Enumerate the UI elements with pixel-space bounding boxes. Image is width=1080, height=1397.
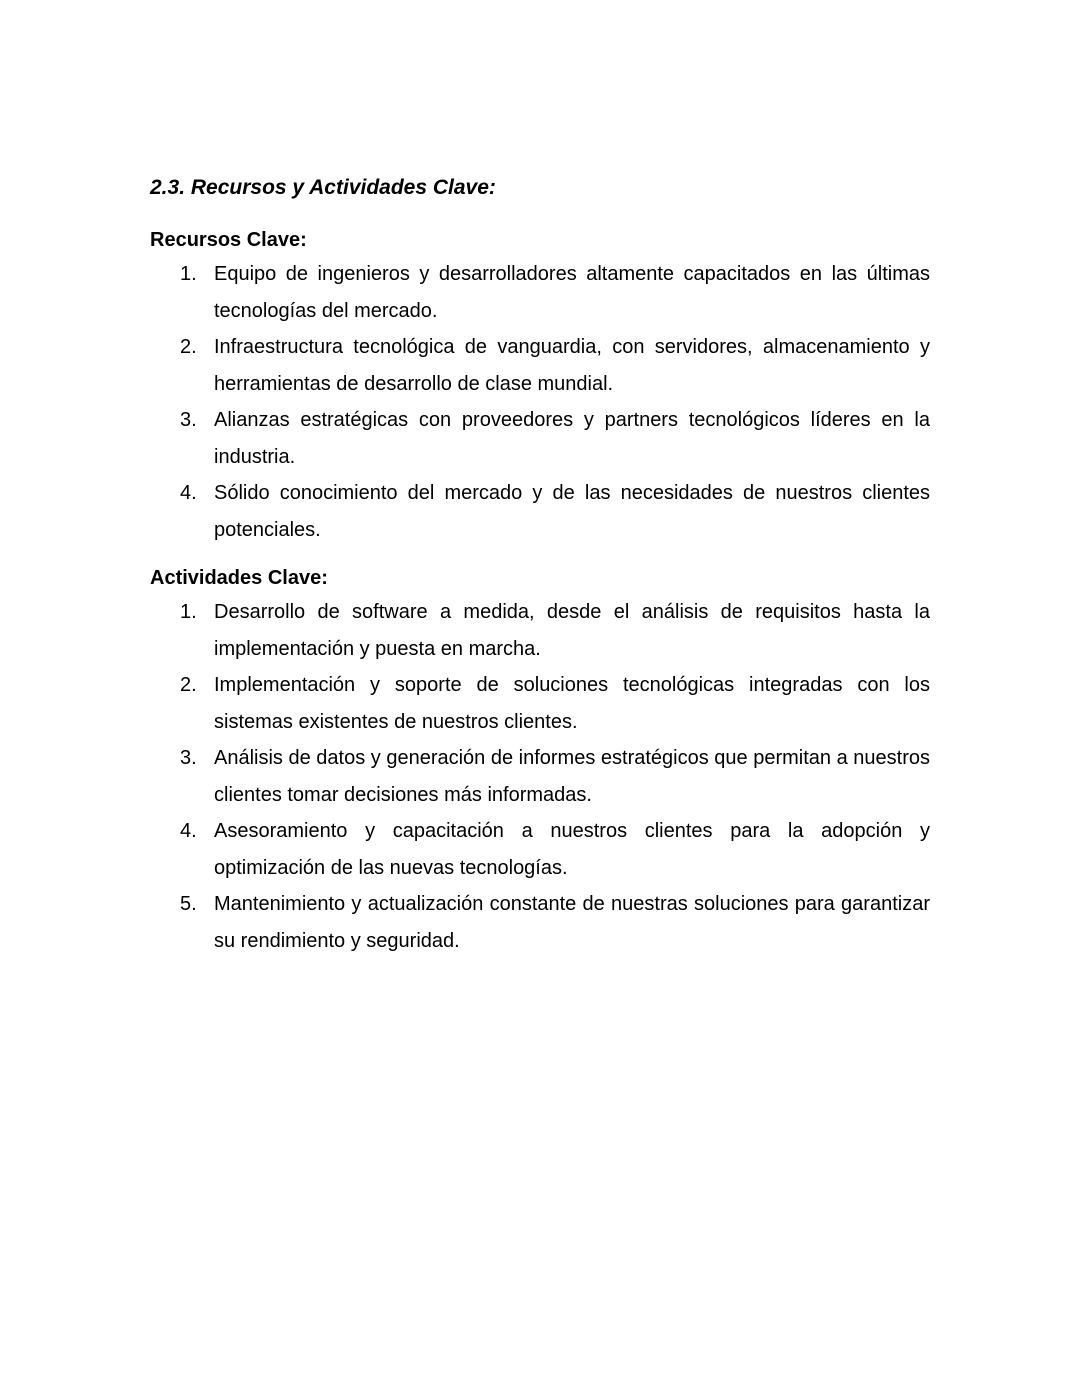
actividades-list (150, 594, 930, 959)
list-item-number: 4. (180, 482, 197, 504)
actividades-heading: Actividades Clave: (150, 567, 328, 589)
list-item-text: Desarrollo de software a medida, desde el análisis de requisitos hasta la implementación y puesta en marcha. (214, 601, 930, 660)
list-item-text: Alianzas estratégicas con proveedores y partners tecnológicos líderes en la industria. (214, 409, 930, 468)
recursos-list-item (150, 475, 930, 548)
list-item-number: 5. (180, 893, 197, 915)
actividades-list-item (150, 886, 930, 959)
actividades-list-item (150, 667, 930, 740)
list-item-text: Análisis de datos y generación de informes estratégicos que permitan a nuestros clientes tomar decisiones más informadas. (214, 747, 930, 806)
list-item-text: Sólido conocimiento del mercado y de las necesidades de nuestros clientes potenciales. (214, 482, 930, 541)
recursos-list (150, 256, 930, 548)
recursos-heading: Recursos Clave: (150, 229, 307, 251)
list-item-number: 1. (180, 601, 197, 623)
list-item-text: Mantenimiento y actualización constante de nuestras soluciones para garantizar su rendimiento y seguridad. (214, 893, 930, 952)
list-item-number: 2. (180, 674, 197, 696)
actividades-list-item (150, 813, 930, 886)
recursos-list-item (150, 256, 930, 329)
section-title: 2.3. Recursos y Actividades Clave: (150, 176, 496, 199)
list-item-number: 2. (180, 336, 197, 358)
recursos-list-item (150, 402, 930, 475)
actividades-list-item (150, 594, 930, 667)
list-item-text: Equipo de ingenieros y desarrolladores altamente capacitados en las últimas tecnologías del mercado. (214, 263, 930, 322)
actividades-list-item (150, 740, 930, 813)
list-item-text: Asesoramiento y capacitación a nuestros clientes para la adopción y optimización de las nuevas tecnologías. (214, 820, 930, 879)
recursos-list-item (150, 329, 930, 402)
document-content (150, 172, 930, 959)
list-item-number: 3. (180, 747, 197, 769)
list-item-text: Infraestructura tecnológica de vanguardia, con servidores, almacenamiento y herramientas de desarrollo de clase mundial. (214, 336, 930, 395)
list-item-number: 4. (180, 820, 197, 842)
list-item-text: Implementación y soporte de soluciones tecnológicas integradas con los sistemas existentes de nuestros clientes. (214, 674, 930, 733)
list-item-number: 1. (180, 263, 197, 285)
list-item-number: 3. (180, 409, 197, 431)
